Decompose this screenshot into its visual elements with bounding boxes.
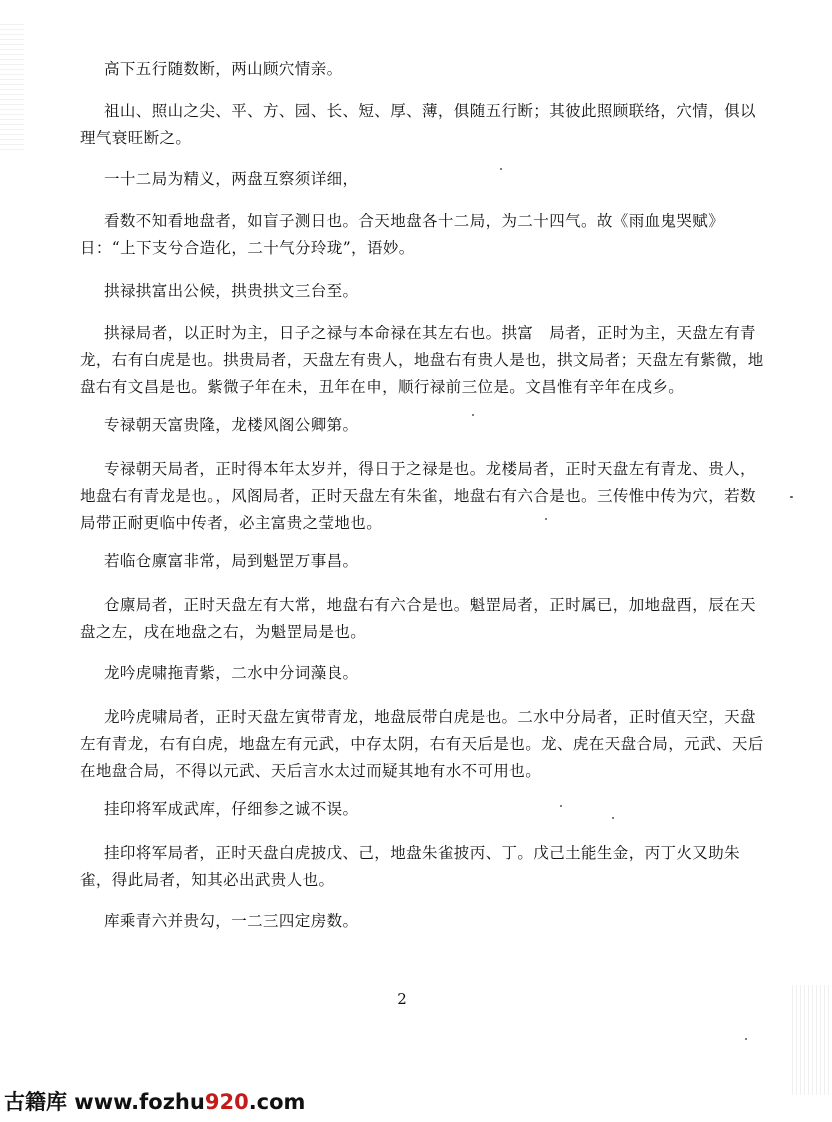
commentary-paragraph: 专禄朝天局者，正时得本年太岁并，得日于之禄是也。龙楼局者，正时天盘左有青龙、贵人，地盘右有青龙是也。，风阁局者，正时天盘左有朱雀，地盘右有六合是也。三传惟中传为穴，若数局带正耐更临中传者，必主富贵之莹地也。 xyxy=(80,460,756,532)
verse-line: 一十二局为精义，两盘互察须详细， xyxy=(104,170,359,188)
scan-edge-noise-left xyxy=(0,20,24,150)
scan-speck xyxy=(560,805,562,807)
scan-speck xyxy=(472,414,474,416)
scan-edge-noise-right xyxy=(792,985,832,1095)
site-watermark xyxy=(4,1086,305,1116)
commentary-paragraph: 看数不知看地盘者，如盲子测日也。合天地盘各十二局，为二十四气。故《雨血鬼哭赋》日：“上下支兮合造化，二十气分玲珑”，语妙。 xyxy=(80,212,725,257)
verse-line: 拱禄拱富出公候，拱贵拱文三台至。 xyxy=(104,282,359,300)
commentary-paragraph: 龙吟虎啸局者，正时天盘左寅带青龙，地盘辰带白虎是也。二水中分局者，正时值天空，天盘左有青龙，右有白虎，地盘左有元武，中存太阴，右有天后是也。龙、虎在天盘合局，元武、天后在地盘合局，不得以元武、天后言水太过而疑其地有水不可用也。 xyxy=(80,708,764,780)
commentary-paragraph: 拱禄局者，以正时为主，日子之禄与本命禄在其左右也。拱富 局者，正时为主，天盘左有青龙，右有白虎是也。拱贵局者，天盘左有贵人，地盘右有贵人是也，拱文局者；天盘左有紫微，地盘右有文昌是也。紫微子年在未，丑年在申，顺行禄前三位是。文昌惟有辛年在戌乡。 xyxy=(80,324,764,396)
verse-line: 挂印将军成武库，仔细参之诚不误。 xyxy=(104,800,359,818)
scan-speck xyxy=(500,168,502,170)
scan-speck xyxy=(545,518,547,520)
commentary-paragraph: 祖山、照山之尖、平、方、园、长、短、厚、薄，俱随五行断；其彼此照顾联络，穴情，俱以理气衰旺断之。 xyxy=(80,102,756,147)
verse-line: 专禄朝天富贵隆，龙楼风阁公卿第。 xyxy=(104,416,359,434)
watermark-prefix: 古籍库 www.fozhu xyxy=(4,1090,205,1114)
scan-speck xyxy=(790,496,793,498)
watermark-suffix: .com xyxy=(248,1090,306,1114)
commentary-paragraph: 仓廪局者，正时天盘左有大常，地盘右有六合是也。魁罡局者，正时属已，加地盘酉，辰在天盘之左，戌在地盘之右，为魁罡局是也。 xyxy=(80,596,756,641)
watermark-number: 920 xyxy=(204,1090,249,1114)
scan-speck xyxy=(612,817,614,819)
commentary-paragraph: 挂印将军局者，正时天盘白虎披戊、己，地盘朱雀披丙、丁。戊己土能生金，丙丁火又助朱雀，得此局者，知其必出武贵人也。 xyxy=(80,844,741,889)
verse-line: 库乘青六并贵勾，一二三四定房数。 xyxy=(104,912,359,930)
scan-speck xyxy=(745,1038,747,1040)
verse-line: 若临仓廪富非常，局到魁罡万事昌。 xyxy=(104,552,359,570)
verse-line: 龙吟虎啸拖青紫，二水中分词藻良。 xyxy=(104,664,359,682)
verse-line: 高下五行随数断，两山顾穴情亲。 xyxy=(104,60,343,78)
page-number: 2 xyxy=(397,990,407,1008)
